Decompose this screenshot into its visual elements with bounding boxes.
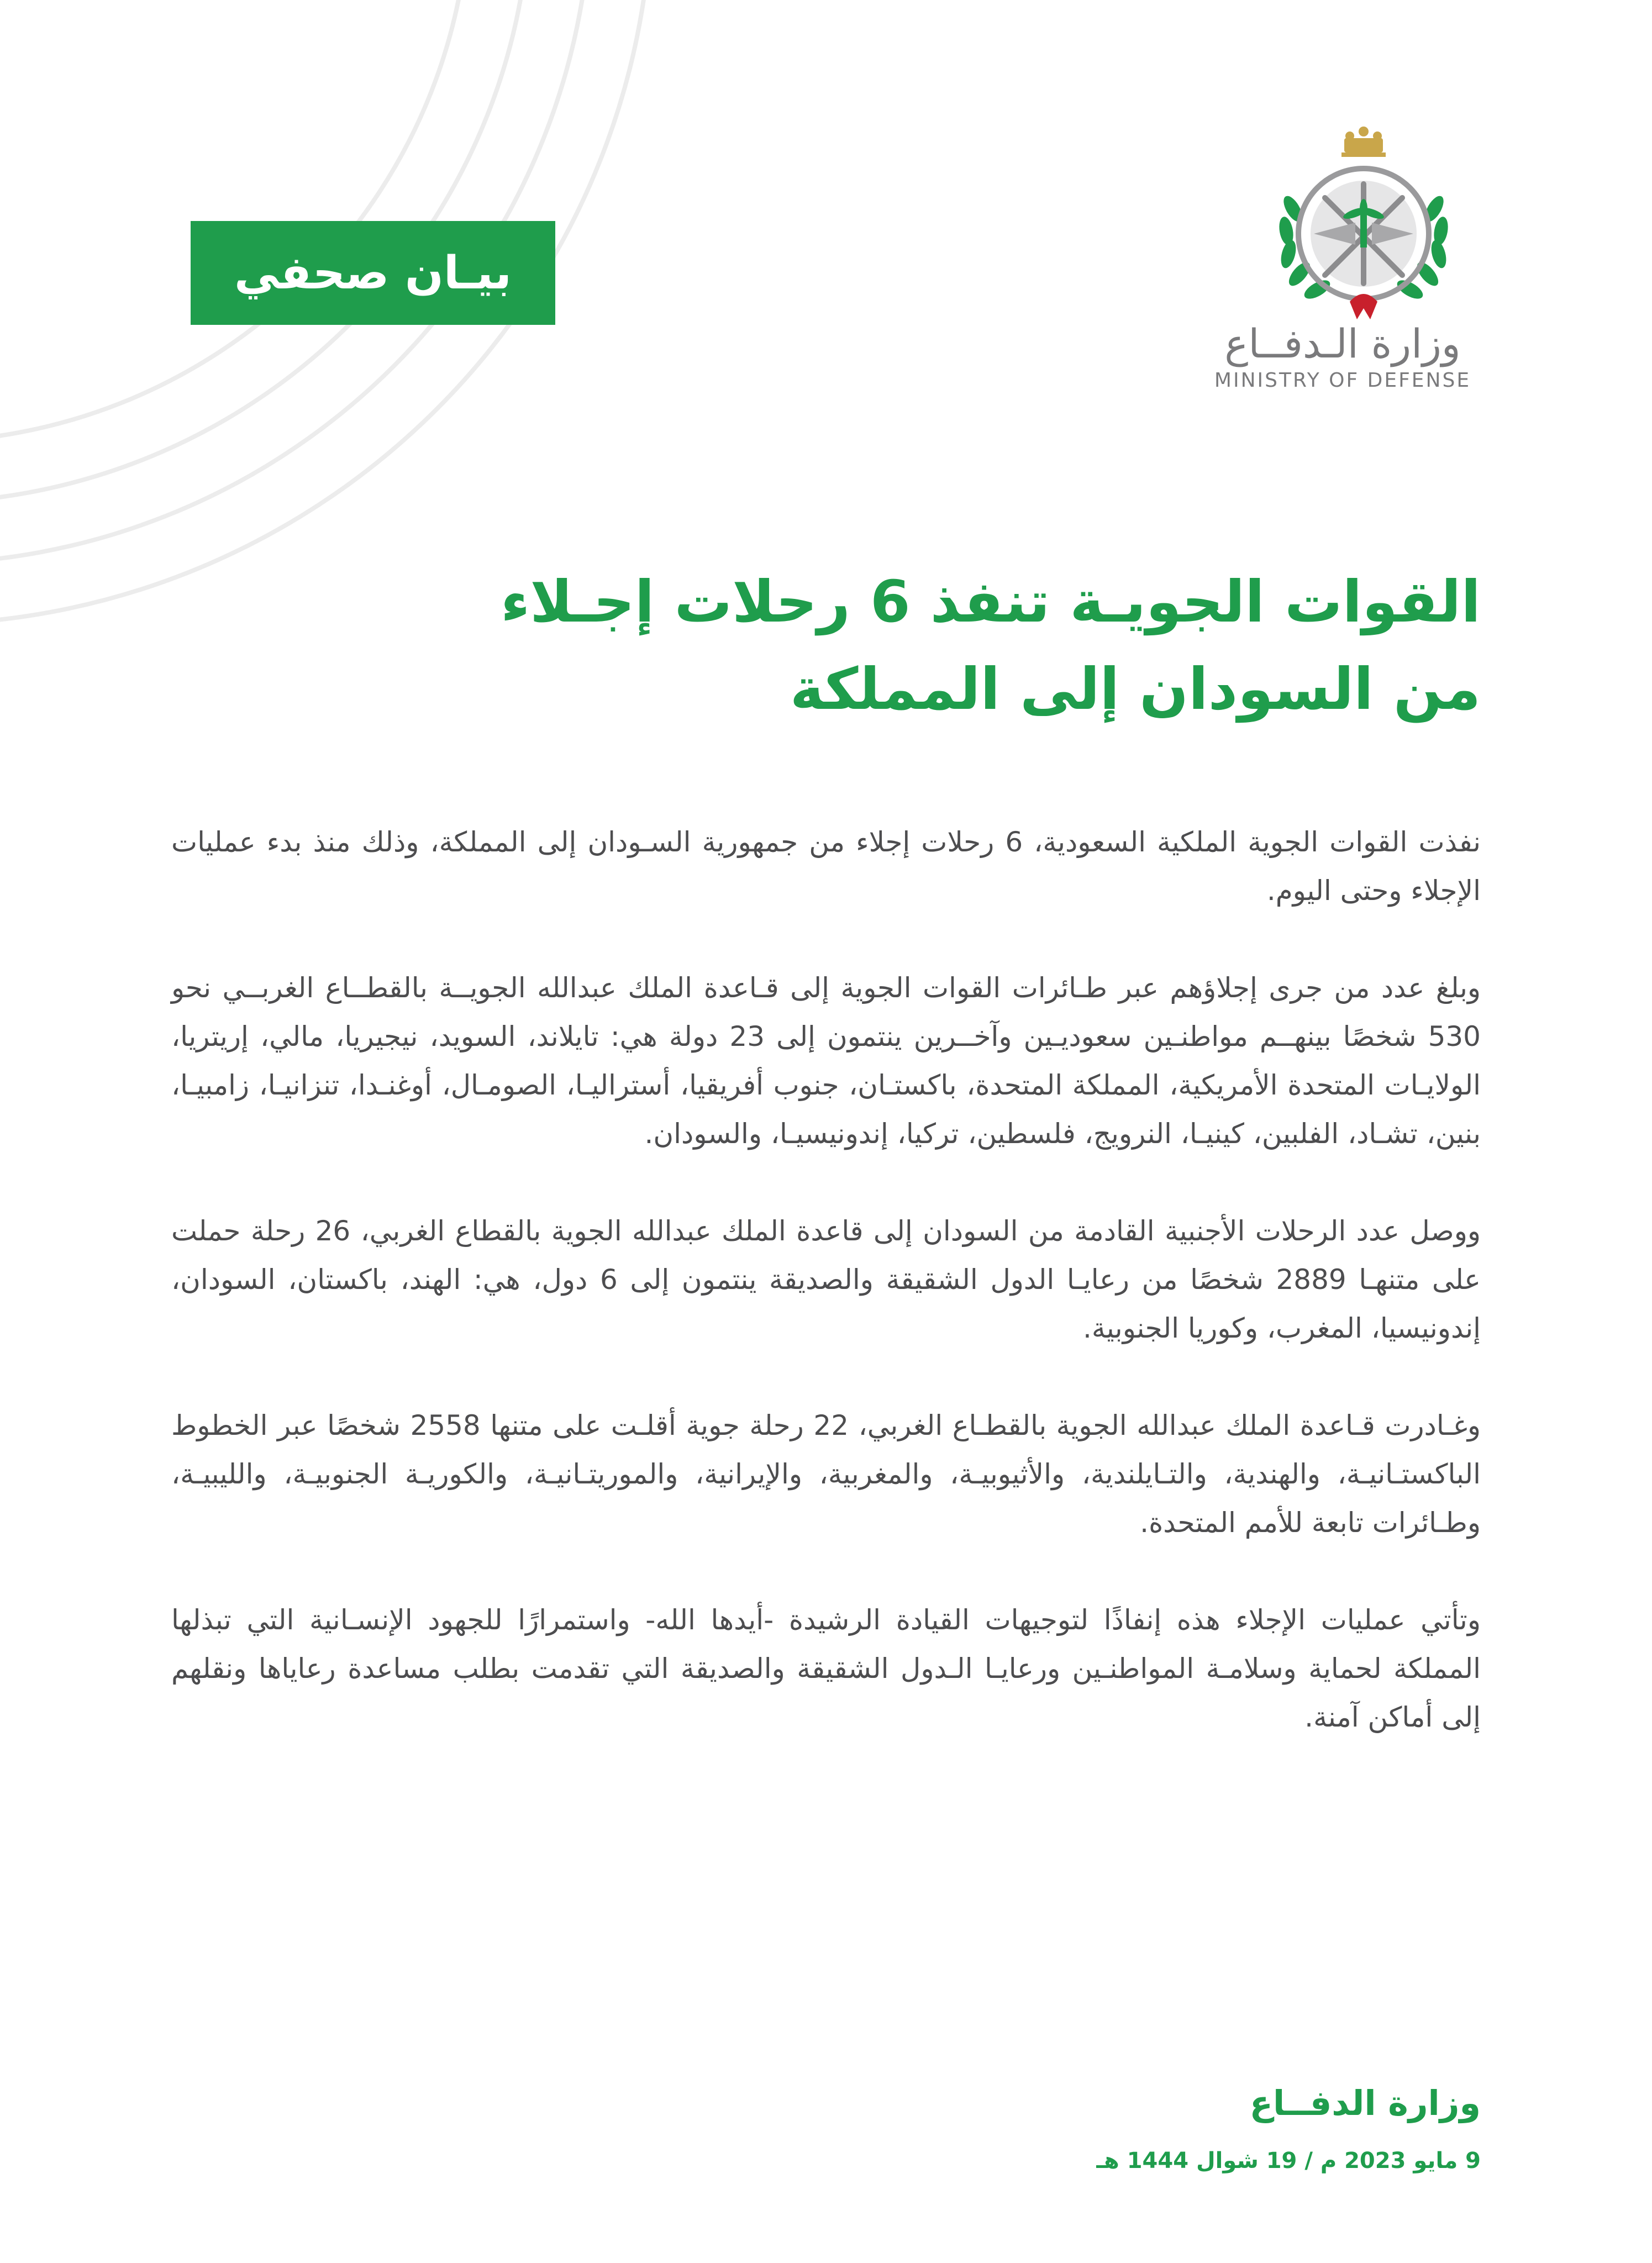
paragraph: وبلغ عدد من جرى إجلاؤهم عبر طـائرات القوات الجوية إلى قـاعدة الملك عبدالله الجويــة بالقطــاع الغربــي نحو 530 شخصًا بينهــم مواطنـين سعوديـين وآخــرين ينتمون إلى 23 دولة هي: تايلاند، السويد، نيجيريا، مالي، إريتريا، الولايـات المتحدة الأمريكية، المملكة المتحدة، باكستـان، جنوب أفريقيا، أستراليـا، الصومـال، أوغنـدا، تنزانيـا، زامبيـا، بنين، تشـاد، الفلبين، كينيـا، النرويج، فلسطين، تركيا، إندونيسيـا، والسودان. xyxy=(171,972,1481,1150)
signature: وزارة الدفــاع xyxy=(1249,2083,1481,2123)
badge-label: بيـان صحفي xyxy=(234,246,512,299)
statement-date: 9 مايو 2023 م / 19 شوال 1444 هـ xyxy=(1096,2148,1481,2173)
press-release-badge xyxy=(191,221,555,325)
paragraph: وغـادرت قـاعدة الملك عبدالله الجوية بالقطـاع الغربي، 22 رحلة جوية أقلـت على متنها 2558 شخصًا عبر الخطوط الباكستـانيـة، والهندية، والتـايلندية، والأثيوبيـة، والمغربية، والإيرانية، والموريتـانيـة، والكوريـة الجنوبيـة، والليبيـة، وطـائرات تابعة للأمم المتحدة. xyxy=(171,1409,1481,1539)
statement-body xyxy=(171,818,1481,1790)
paragraph: ووصل عدد الرحلات الأجنبية القادمة من السودان إلى قاعدة الملك عبدالله الجوية بالقطاع الغربي، 26 رحلة حملت على متنهـا 2889 شخصًا من رعايـا الدول الشقيقة والصديقة ينتمون إلى 6 دول، هي: الهند، باكستان، السودان، إندونيسيا، المغرب، وكوريا الجنوبية. xyxy=(171,1215,1481,1344)
ministry-of-defense-emblem-icon xyxy=(1242,126,1485,325)
paragraph: نفذت القوات الجوية الملكية السعودية، 6 رحلات إجلاء من جمهورية السـودان إلى المملكة، وذلك منذ بدء عمليات الإجلاء وحتى اليوم. xyxy=(171,826,1481,907)
headline xyxy=(265,558,1481,733)
ministry-name-english: MINISTRY OF DEFENSE xyxy=(1214,369,1471,392)
headline-line-2: من السودان إلى المملكة xyxy=(790,655,1481,723)
ministry-name-arabic: وزارة الـدفــاع xyxy=(1224,320,1461,367)
headline-line-1: القوات الجويـة تنفذ 6 رحلات إجـلاء xyxy=(501,568,1481,635)
paragraph: وتأتي عمليات الإجلاء هذه إنفاذًا لتوجيهات القيادة الرشيدة -أيدها الله- واستمرارًا للجهود الإنسـانية التي تبذلها المملكة لحماية وسلامـة المواطنـين ورعايـا الـدول الشقيقة والصديقة التي تقدمت بطلب مساعدة رعاياها ونقلهم إلى أماكن آمنة. xyxy=(171,1604,1481,1733)
